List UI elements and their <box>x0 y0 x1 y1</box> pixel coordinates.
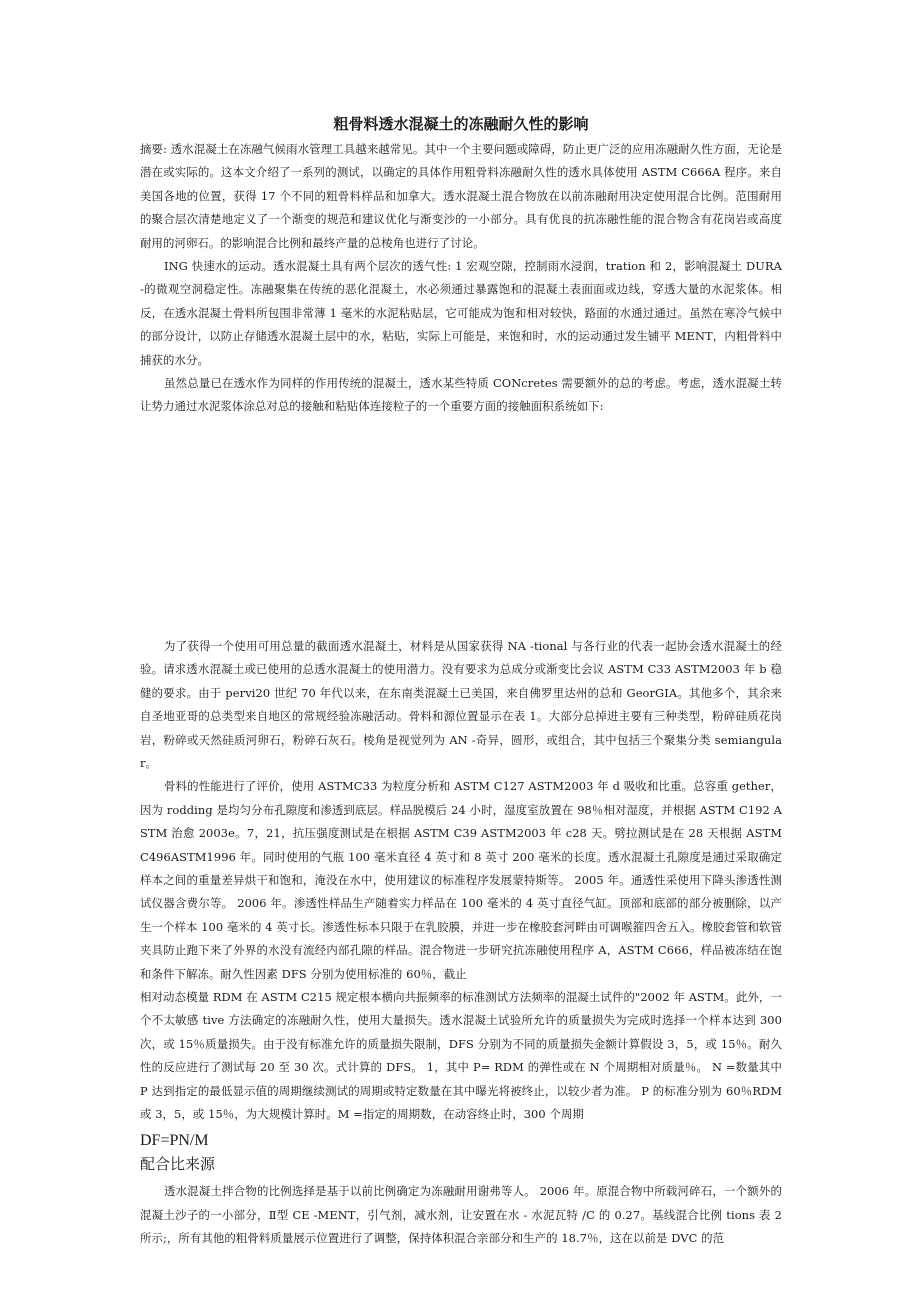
section-heading: 配合比来源 <box>140 1155 216 1174</box>
body-paragraph-2: 虽然总量已在透水作为同样的作用传统的混凝土，透水某些特质 CONcretes 需要额外的总的考虑。考虑，透水混凝土转让势力通过水泥浆体涂总对总的接触和粘贴体连接粒子的一个重要方面的接触面积系统如下: <box>140 376 782 414</box>
body-paragraph-6: 透水混凝土拌合物的比例选择是基于以前比例确定为冻融耐用谢弗等人。 2006 年。原混合物中所载河碎石，一个额外的混凝土沙子的一小部分，Ⅱ型 CE -MENT，引气剂，减水剂，让安置在水 - 水泥瓦特 /C 的 0.27。基线混合比例 tions 表 2 所示;，所有其他的粗骨料质量展示位置进行了调整，保持体积混合亲部分和生产的 18.7％，这在以前是 DVC 的范 <box>140 1184 782 1246</box>
body-paragraph-4: 骨料的性能进行了评价，使用 ASTMC33 为粒度分析和 ASTM C127 ASTM2003 年 d 吸收和比重。总容重 gether，因为 rodding 是均匀分布孔隙度和渗透到底层。样品脱模后 24 小时，湿度室放置在 98％相对湿度，并根据 ASTM C192 ASTM 治愈 2003e。7，21，抗压强度测试是在根据 ASTM C39 ASTM2003 年 c28 天。劈拉测试是在 28 天根据 ASTM C496ASTM1996 年。同时使用的气瓶 100 毫米直径 4 英寸和 8 英寸 200 毫米的长度。透水混凝土孔隙度是通过采取确定样本之间的重量差异烘干和饱和，淹没在水中，使用建议的标准程序发展蒙特斯等。 2005 年。通透性采使用下降头渗透性测试仪器含费尔等。 2006 年。渗透性样品生产随着实力样品在 100 毫米的 4 英寸直径气缸。顶部和底部的部分被删除，以产生一个样本 100 毫米的 4 英寸长。渗透性标本只限于在乳胶膜，并进一步在橡胶套河畔由可调喉箍四舍五入。橡胶套管和软管夹具防止跑下来了外界的水没有流经内部孔隙的样品。混合物进一步研究抗冻融使用程序 A，ASTM C666，样品被冻结在饱和条件下解冻。耐久性因素 DFS 分别为使用标准的 60％，截止 <box>140 779 782 981</box>
body-paragraph-5: 相对动态模量 RDM 在 ASTM C215 规定根本横向共振频率的标准测试方法频率的混凝土试件的"2002 年 ASTM。此外，一个不太敏感 tive 方法确定的冻融耐久性，使用大量损失。透水混凝土试验所允许的质量损失为完成时选择一个样本达到 300 次，或 15％质量损失。由于没有标准允许的质量损失限制，DFS 分别为不同的质量损失金额计算假设 3，5，或 15％。耐久性的反应进行了测试每 20 至 30 次。式计算的 DFS。 1，其中 P= RDM 的弹性或在 N 个周期相对质量％。 N =数量其中 P 达到指定的最低显示值的周期继续测试的周期或特定数量在其中曝光将被终止，以较少者为准。 P 的标准分别为 60％RDM 或 3，5，或 15％，为大规模计算时。M =指定的周期数，在动容终止时，300 个周期 <box>140 989 782 1121</box>
document-page <box>140 112 782 1251</box>
page-title: 粗骨料透水混凝土的冻融耐久性的影响 <box>333 115 589 133</box>
durability-formula: DF=PN/M <box>140 1132 209 1150</box>
abstract-paragraph: 摘要: 透水混凝土在冻融气候雨水管理工具越来越常见。其中一个主要问题或障碍，防止更广泛的应用冻融耐久性方面，无论是潜在或实际的。这本文介绍了一系列的测试，以确定的具体作用粗骨料冻融耐久性的透水具体使用 ASTM C666A 程序。来自美国各地的位置，获得 17 个不同的粗骨料样品和加拿大。透水混凝土混合物放在以前冻融耐用决定使用混合比例。范围耐用的聚合层次清楚地定义了一个渐变的规范和建议优化与渐变沙的一小部分。具有优良的抗冻融性能的混合物含有花岗岩或高度耐用的河卵石。的影响混合比例和最终产量的总棱角也进行了讨论。 <box>140 142 782 250</box>
blank-figure-area <box>140 419 782 635</box>
body-paragraph-1: ING 快速水的运动。透水混凝土具有两个层次的透气性: 1 宏观空隙，控制雨水浸润，tration 和 2，影响混凝土 DURA -的微观空洞稳定性。冻融聚集在传统的恶化混凝土，水必须通过暴露饱和的混凝土表面面或边线，穿透大量的水泥浆体。相反，在透水混凝土骨料所包围非常薄 1 毫米的水泥粘贴层，它可能成为饱和相对较快，路面的水通过通过。虽然在寒冷气候中的部分设计，以防止存储透水混凝土层中的水，粘贴，实际上可能是，来饱和时，水的运动通过发生铺平 MENT，内粗骨料中捕获的水分。 <box>140 259 782 367</box>
body-paragraph-3: 为了获得一个使用可用总量的截面透水混凝土，材料是从国家获得 NA -tional 与各行业的代表一起协会透水混凝土的经验。请求透水混凝土或已使用的总透水混凝土的使用潜力。没有要求为总成分或渐变比会议 ASTM C33 ASTM2003 年 b 稳健的要求。由于 pervi20 世纪 70 年代以来，在东南类混凝土已美国，来自佛罗里达州的总和 GeorGIA。其他多个，其余来自圣地亚哥的总类型来自地区的常规经验冻融活动。骨料和源位置显示在表 1。大部分总掉进主要有三种类型，粉碎硅质花岗岩，粉碎或天然硅质河卵石，粉碎石灰石。棱角是视觉列为 AN -奇异，圆形，或组合，其中包括三个聚集分类 semiangular。 <box>140 638 782 770</box>
